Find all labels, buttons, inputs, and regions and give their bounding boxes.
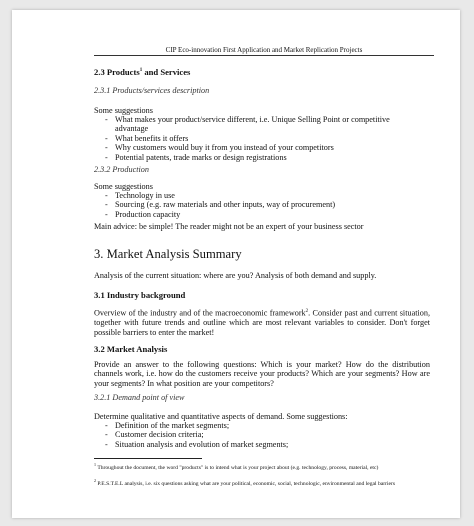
suggestions-label: Some suggestions	[94, 182, 153, 191]
running-header: CIP Eco-innovation First Application and Market Replication Projects	[94, 46, 434, 56]
product-suggestions-list	[94, 115, 414, 162]
list-item: - What benefits it offers	[94, 134, 414, 143]
list-item: - What makes your product/service different, i.e. Unique Selling Point or competitive advantage	[94, 115, 414, 134]
demand-suggestions-list	[94, 421, 414, 449]
list-item: - Potential patents, trade marks or design registrations	[94, 153, 414, 162]
section-2-3-heading: 2.3 Products$^1$ and Services	[94, 67, 191, 77]
footnote-2: $^2$ P.E.S.T.E.L analysis, i.e. six questions asking what are your political, economic, social, technologic, environmental and legal barriers	[94, 478, 396, 487]
list-item: - Situation analysis and evolution of market segments;	[94, 440, 414, 449]
production-suggestions-list	[94, 191, 424, 219]
section-3-1-heading: 3.1 Industry background	[94, 290, 186, 300]
section-2-3-2-heading: 2.3.2 Production	[94, 165, 149, 174]
section-2-3-1-heading: 2.3.1 Products/services description	[94, 86, 210, 95]
document-page	[12, 10, 460, 518]
list-item: - Why customers would buy it from you instead of your competitors	[94, 143, 414, 152]
footnote-1: $^1$ Throughout the document, the word "products" is to intend what is your project about (e.g. technology, process, material, etc)	[94, 462, 379, 471]
list-item: - Production capacity	[94, 210, 424, 219]
list-item: - Technology in use	[94, 191, 424, 200]
list-item: - Customer decision criteria;	[94, 430, 414, 439]
section-3-2-body: Provide an answer to the following questions: Which is your market? How do the distribution channels work, i.e. how do the customers receive your products? Which are your segments? How are your segments? In what position are your competitors?	[94, 360, 430, 388]
footnote-separator	[94, 458, 202, 459]
section-3-1-body: Overview of the industry and of the macroeconomic framework$^2$. Consider past and current situation, together with future trends and outline which are most relevant variables to consider. Don't forget possible barriers to enter the market!	[94, 308, 430, 337]
section-3-2-heading: 3.2 Market Analysis	[94, 344, 168, 354]
suggestions-label: Some suggestions	[94, 106, 153, 115]
section-3-heading: 3. Market Analysis Summary	[94, 247, 242, 261]
list-item: - Definition of the market segments;	[94, 421, 414, 430]
section-3-2-1-heading: 3.2.1 Demand point of view	[94, 393, 185, 402]
demand-intro: Determine qualitative and quantitative aspects of demand. Some suggestions:	[94, 412, 348, 421]
list-item: - Sourcing (e.g. raw materials and other inputs, way of procurement)	[94, 200, 424, 209]
section-3-intro: Analysis of the current situation: where are you? Analysis of both demand and supply.	[94, 271, 377, 280]
main-advice: Main advice: be simple! The reader might not be an expert of your business sector	[94, 222, 364, 231]
